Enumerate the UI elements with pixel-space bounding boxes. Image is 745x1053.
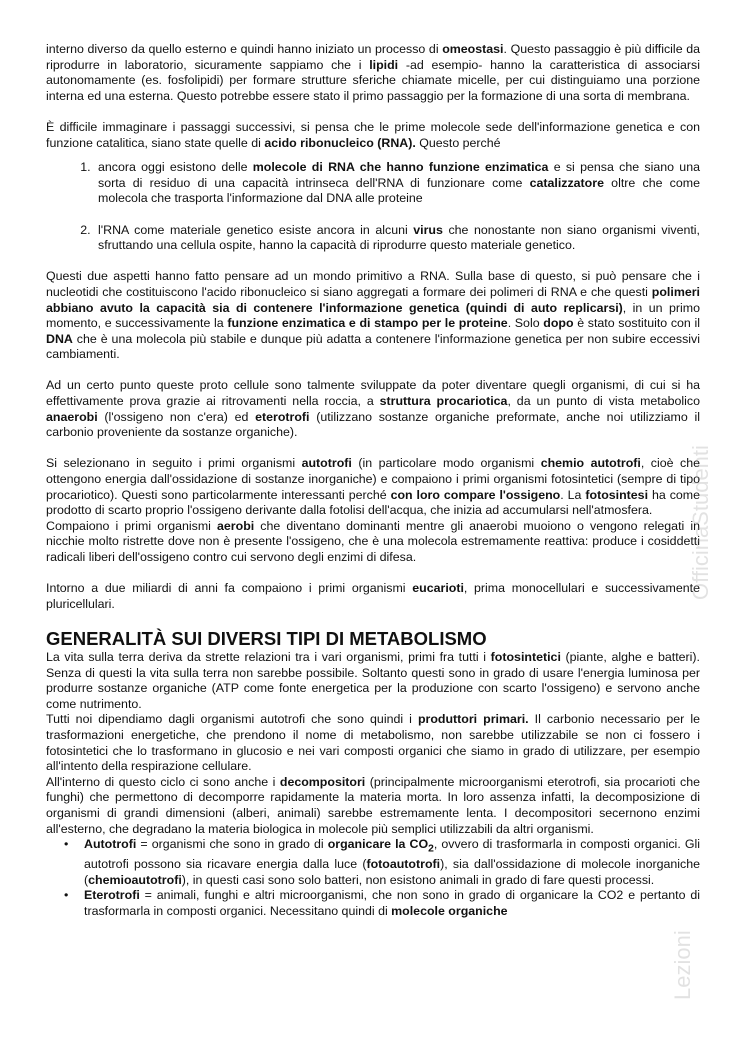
bullet-icon: • xyxy=(64,837,69,852)
numbered-list-rna xyxy=(46,160,700,254)
paragraph-aerobi: Compaiono i primi organismi aerobi che diventano dominanti mentre gli anaerobi muoiono o vengono relegati in nicchie molto ristrette dove non è presente l'ossigeno, che è una molecola estremamente reattiva: produce i cosiddetti radicali liberi dell'ossigeno contro cui servono degli enzimi di difesa. xyxy=(46,518,700,564)
bullet-list-metabolismo xyxy=(46,837,700,919)
list-item: 1. ancora oggi esistono delle molecole di RNA che hanno funzione enzimatica e si pensa che siano una sorta di residuo di una capacità intrinseca dell'RNA di funzionare come catalizzatore oltre che come molecola che trasporta l'informazione dal DNA alle proteine xyxy=(94,160,700,207)
paragraph-omeostasi: interno diverso da quello esterno e quindi hanno iniziato un processo di omeostasi. Questo passaggio è più difficile da riprodurre in laboratorio, sicuramente sappiamo che i lipidi -ad esempio- hanno la caratteristica di associarsi autonomamente (es. fosfolipidi) per formare strutture sferiche chiamate micelle, per cui distinguiamo una porzione interna ed una esterna. Questo potrebbe essere stato il primo passaggio per la formazione di una sorta di membrana. xyxy=(46,42,700,103)
list-item-eterotrofi: • Eterotrofi = animali, funghi e altri microorganismi, che non sono in grado di organicare la CO2 e pertanto di trasformarla in composti organici. Necessitano quindi di molecole organiche xyxy=(64,888,700,918)
section-heading: GENERALITÀ SUI DIVERSI TIPI DI METABOLISMO xyxy=(46,627,487,649)
paragraph-eucarioti: Intorno a due miliardi di anni fa compaiono i primi organismi eucarioti, prima monocellulari e successivamente pluricellulari. xyxy=(46,581,700,611)
bullet-icon: • xyxy=(64,888,69,903)
paragraph-mondo-rna: Questi due aspetti hanno fatto pensare ad un mondo primitivo a RNA. Sulla base di questo, si può pensare che i nucleotidi che costituiscono l'acido ribonucleico si siano aggregati a formare dei polimeri di RNA e che questi polimeri abbiano avuto la capacità sia di contenere l'informazione genetica (quindi di auto replicarsi), in un primo momento, e successivamente la funzione enzimatica e di stampo per le proteine. Solo dopo è stato sostituito con il DNA che è una molecola più stabile e dunque più adatta a contenere l'informazione genetica per non subire eccessivi cambiamenti. xyxy=(46,269,700,362)
paragraph-decompositori: All'interno di questo ciclo ci sono anche i decompositori (principalmente microorganismi eterotrofi, sia procarioti che funghi) che permettono di decomporre rapidamente la materia morta. In loro assenza infatti, la decomposizione di organismi di grandi dimensioni (alberi, animali) sarebbe estremamente lenta. I decompositori secernono enzimi all'esterno, che degradano la materia biologica in molecole più semplici utilizzabili da altri organismi. xyxy=(46,774,700,836)
list-item-autotrofi: • Autotrofi = organismi che sono in grado di organicare la $CO_2$, ovvero di trasformarla in composti organici. Gli autotrofi possono sia ricavare energia dalla luce (fotoautotrofi), sia dall'ossidazione di molecole inorganiche (chemioautotrofi), in questi casi sono solo batteri, non esistono animali in grado di fare questi processi. xyxy=(64,837,700,887)
paragraph-fotosintetici: La vita sulla terra deriva da strette relazioni tra i vari organismi, primi fra tutti i fotosintetici (piante, alghe e batteri). Senza di questi la vita sulla terra non sarebbe possibile. Soltanto questi sono in grado di usare l'energia luminosa per produrre sostanze organiche (ATP come fonte energetica per la produzione con scarto l'ossigeno) e servono anche come nutrimento. xyxy=(46,649,700,711)
paragraph-autotrofi: Si selezionano in seguito i primi organismi autotrofi (in particolare modo organismi chemio autotrofi, cioè che ottengono energia dall'ossidazione di sostanze inorganiche) e compaiono i primi organismi fotosintetici (sempre di tipo procariotico). Questi sono particolarmente interessanti perché con loro compare l'ossigeno. La fotosintesi ha come prodotto di scarto proprio l'ossigeno derivante dalla fotolisi dell'acqua, che inizia ad accumularsi nell'atmosfera. xyxy=(46,456,700,518)
paragraph-rna-intro: È difficile immaginare i passaggi successivi, si pensa che le prime molecole sede dell'informazione genetica e con funzione catalitica, siano state quelle di acido ribonucleico (RNA). Questo perché xyxy=(46,119,700,150)
paragraph-procarioti: Ad un certo punto queste proto cellule sono talmente sviluppate da poter diventare quegli organismi, di cui si ha effettivamente prova grazie ai ritrovamenti nella roccia, a struttura procariotica, da un punto di vista metabolico anaerobi (l'ossigeno non c'era) ed eterotrofi (utilizzano sostanze organiche preformate, anche noi utilizziamo il carbonio proveniente da sostanze organiche). xyxy=(46,378,701,440)
watermark-text: OfficinaStudenti xyxy=(688,445,713,600)
paragraph-produttori: Tutti noi dipendiamo dagli organismi autotrofi che sono quindi i produttori primari. Il carbonio necessario per le trasformazioni energetiche, che prendono il nome di metabolismo, non sarebbe utilizzabile se non ci fossero i fotosintetici che lo trasformano in glucosio e nei vari composti organici che siamo in grado di utilizzare, per esempio all'intento della respirazione cellulare. xyxy=(46,712,700,774)
list-item: 2. l'RNA come materiale genetico esiste ancora in alcuni virus che nonostante non siano organismi viventi, sfruttando una cellula ospite, hanno la capacità di riprodurre questo materiale genetico. xyxy=(94,223,700,254)
watermark-text-secondary: Lezioni xyxy=(670,930,695,1000)
document-page xyxy=(46,42,700,920)
